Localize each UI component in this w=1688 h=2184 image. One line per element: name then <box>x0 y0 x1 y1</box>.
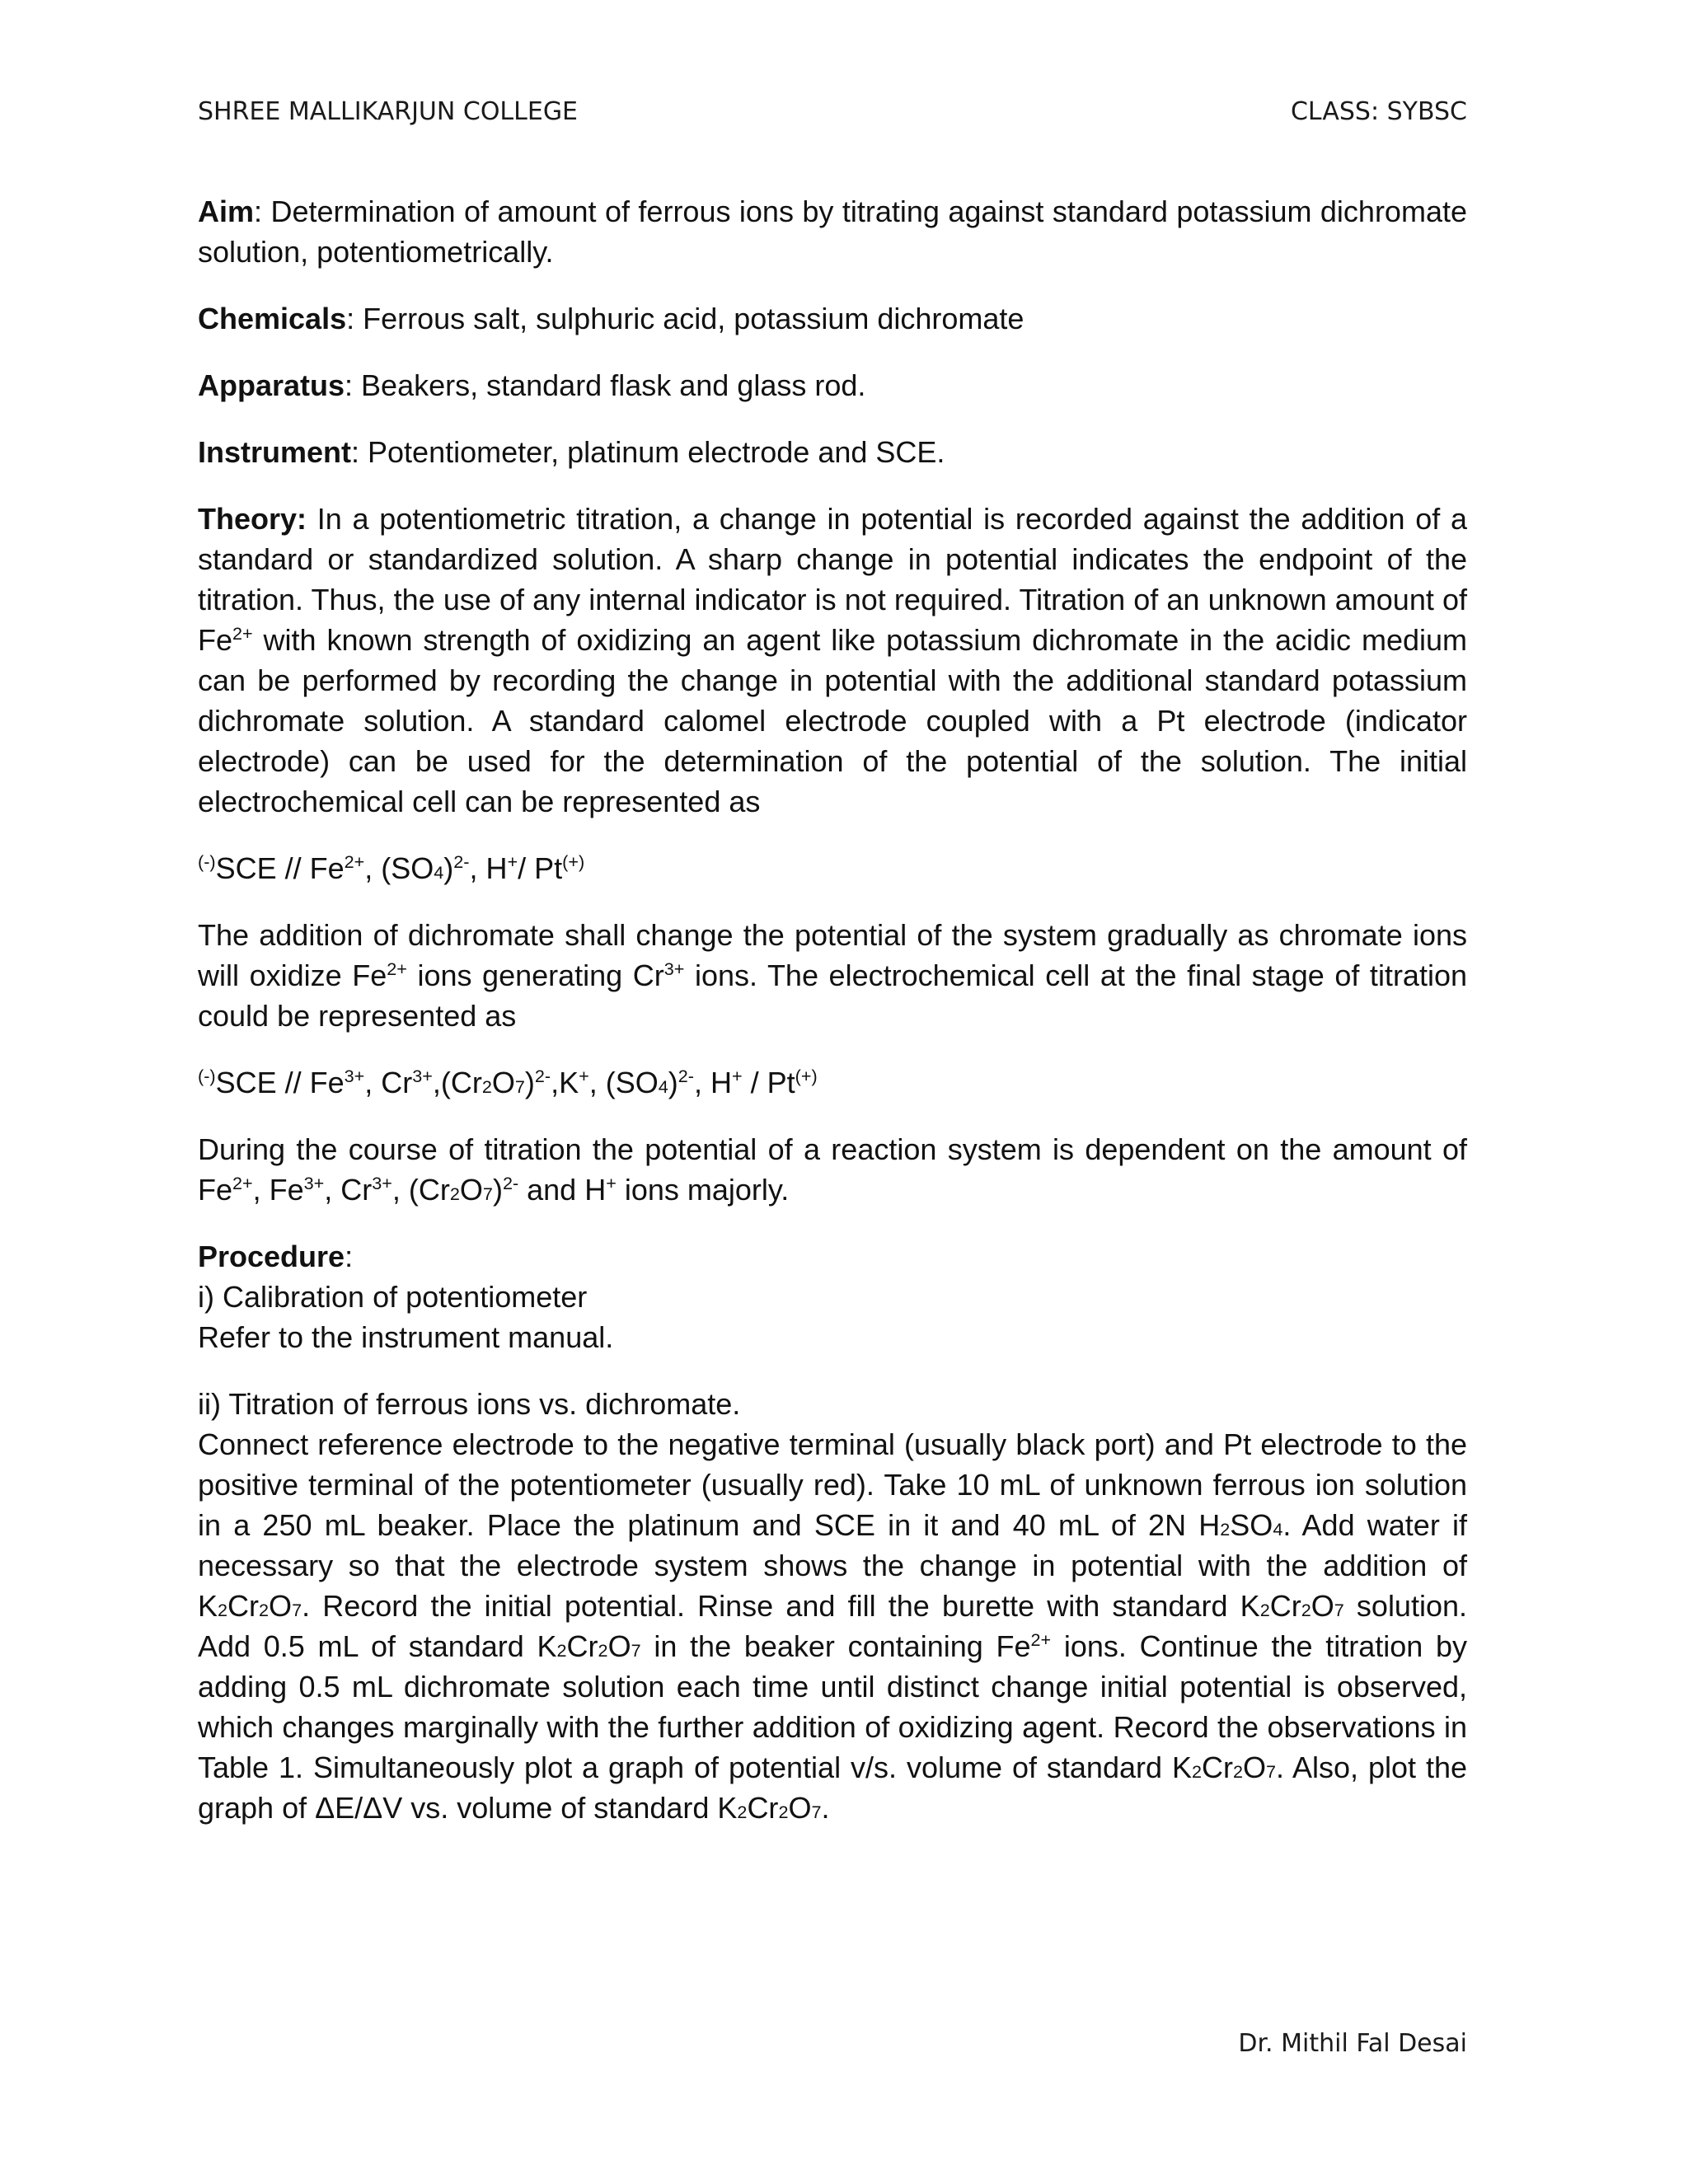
final-cell-representation: $^{(-)}SCE // Fe^{3+}$, $Cr^{3+},(Cr2O7)^{2-},K^+$, $(SO4)^{2-}$, H+ / Pt(+) <box>198 1066 818 1099</box>
potential-dependence-paragraph: During the course of titration the potential of a reaction system is dependent on the amount of $Fe^{2+}$, $Fe^{3+}$, $Cr^{3+}$, $(Cr2O7)^{2-}$ and H+ ions majorly. <box>198 1132 1467 1207</box>
procedure-label: Procedure <box>198 1240 345 1273</box>
procedure-heading: Procedure: <box>198 1240 354 1273</box>
procedure-section <box>198 1236 1467 1357</box>
apparatus-label: Apparatus <box>198 368 345 402</box>
chemicals-paragraph <box>198 298 1467 339</box>
header-class: CLASS: SYBSC <box>1290 97 1467 126</box>
step1-text: Refer to the instrument manual. <box>198 1320 614 1354</box>
theory-label: Theory: <box>198 502 307 536</box>
apparatus-text: : Beakers, standard flask and glass rod. <box>345 368 866 402</box>
theory-text-2: with known strength of oxidizing an agent like potassium dichromate in the acidic medium can be performed by recording the change in potential with the additional standard potassium dichromate solution. A standard calomel electrode coupled with a Pt electrode (indicator electrode) can be used for the determination of the potential of the solution. The initial electrochemical cell can be represented as <box>198 623 1467 818</box>
aim-label: Aim <box>198 194 255 228</box>
titration-procedure-paragraph: Connect reference electrode to the negative terminal (usually black port) and Pt electrode to the positive terminal of the potentiometer (usually red). Take 10 mL of unknown ferrous ion solution in a 250 mL beaker. Place the platinum and SCE in it and 40 mL of 2N H2SO4. Add water if necessary so that the electrode system shows the change in potential with the addition of K2Cr2O7. Record the initial potential. Rinse and fill the burette with standard K2Cr2O7 solution. Add 0.5 mL of standard K2Cr2O7 in the beaker containing $Fe^{2+}$ ions. Continue the titration by adding 0.5 mL dichromate solution each time until distinct change initial potential is observed, which changes marginally with the further addition of oxidizing agent. Record the observations in Table 1. Simultaneously plot a graph of potential v/s. volume of standard K2Cr2O7. Also, plot the graph of ΔE/ΔV vs. volume of standard K2Cr2O7. <box>198 1427 1468 1825</box>
footer-author: Dr. Mithil Fal Desai <box>1238 2029 1467 2058</box>
instrument-text: : Potentiometer, platinum electrode and SCE. <box>351 435 945 469</box>
theory-fe-charge: 2+ <box>232 623 253 644</box>
document-body <box>198 191 1467 1854</box>
aim-text: : Determination of amount of ferrous ions by titrating against standard potassium dichromate solution, potentiometrically. <box>198 194 1467 269</box>
dichromate-addition-paragraph: The addition of dichromate shall change the potential of the system gradually as chromate ions will oxidize $Fe^{2+}$ ions generating $Cr^{3+}$ ions. The electrochemical cell at the final stage of titration could be represented as <box>198 918 1467 1033</box>
step2-title: ii) Titration of ferrous ions vs. dichromate. <box>198 1387 741 1421</box>
apparatus-paragraph <box>198 365 1467 405</box>
initial-cell-representation: $^{(-)}SCE // Fe^{2+}$, $(SO4)^{2-}$, H+/ Pt(+) <box>198 851 585 885</box>
instrument-paragraph <box>198 432 1467 472</box>
aim-paragraph <box>198 191 1467 272</box>
header-college-name: SHREE MALLIKARJUN COLLEGE <box>198 97 579 126</box>
step1-title: i) Calibration of potentiometer <box>198 1280 588 1314</box>
instrument-label: Instrument <box>198 435 352 469</box>
chemicals-text: : Ferrous salt, sulphuric acid, potassium dichromate <box>346 302 1025 335</box>
theory-text-1: In a potentiometric titration, a change in potential is recorded against the addition of a standard or standardized solution. A sharp change in potential indicates the endpoint of the titration. Thus, the use of any internal indicator is not required. Titration of an unknown amount of Fe <box>198 502 1467 657</box>
chemicals-label: Chemicals <box>198 302 347 335</box>
theory-paragraph <box>198 499 1467 822</box>
